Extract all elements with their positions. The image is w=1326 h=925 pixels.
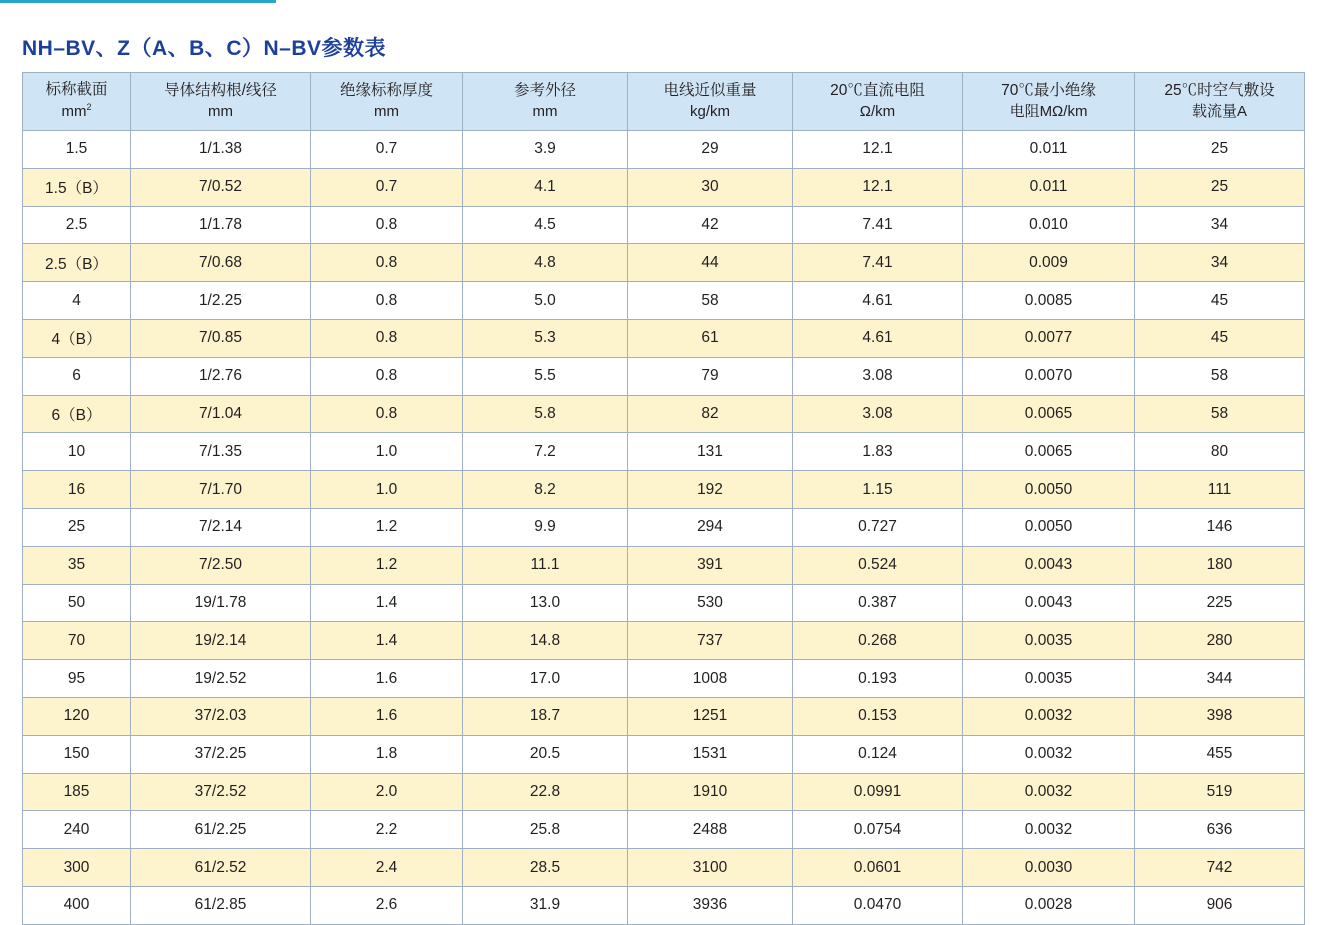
table-cell: 61 — [628, 319, 793, 357]
table-cell: 180 — [1135, 546, 1305, 584]
table-cell: 80 — [1135, 433, 1305, 471]
column-header-title: 绝缘标称厚度 — [339, 81, 433, 99]
table-cell: 45 — [1135, 282, 1305, 320]
table-cell: 61/2.52 — [131, 849, 311, 887]
table-cell: 4.61 — [793, 319, 963, 357]
table-cell: 0.0470 — [793, 886, 963, 924]
table-cell: 0.8 — [311, 357, 463, 395]
table-cell: 12.1 — [793, 131, 963, 169]
table-cell: 20.5 — [463, 735, 628, 773]
table-cell: 737 — [628, 622, 793, 660]
table-cell: 519 — [1135, 773, 1305, 811]
table-cell: 2488 — [628, 811, 793, 849]
table-cell: 4.8 — [463, 244, 628, 282]
column-header-5 — [793, 73, 963, 131]
table-row — [23, 131, 1305, 169]
top-accent-rule — [0, 0, 276, 3]
table-cell: 28.5 — [463, 849, 628, 887]
table-cell: 1.6 — [311, 697, 463, 735]
column-header-title: 25℃时空气敷设 — [1164, 81, 1275, 99]
table-cell: 0.7 — [311, 168, 463, 206]
table-row — [23, 357, 1305, 395]
table-cell: 25 — [1135, 131, 1305, 169]
parameter-table-container — [22, 72, 1304, 925]
table-cell: 1251 — [628, 697, 793, 735]
table-cell: 58 — [1135, 357, 1305, 395]
column-header-unit: $mm^2$ — [61, 102, 92, 121]
table-cell: 8.2 — [463, 471, 628, 509]
table-cell: 0.8 — [311, 395, 463, 433]
table-row — [23, 282, 1305, 320]
table-row — [23, 584, 1305, 622]
table-cell: 0.009 — [963, 244, 1135, 282]
table-cell: 58 — [1135, 395, 1305, 433]
column-header-2 — [311, 73, 463, 131]
table-cell: 22.8 — [463, 773, 628, 811]
column-header-unit: mm — [532, 102, 558, 120]
table-cell: 25 — [1135, 168, 1305, 206]
table-cell: 185 — [23, 773, 131, 811]
table-cell: 300 — [23, 849, 131, 887]
table-cell: 7/1.70 — [131, 471, 311, 509]
column-header-title: 70℃最小绝缘 — [1001, 81, 1096, 99]
table-cell: 31.9 — [463, 886, 628, 924]
table-cell: 1.0 — [311, 433, 463, 471]
table-cell: 742 — [1135, 849, 1305, 887]
table-cell: 0.193 — [793, 660, 963, 698]
table-cell: 0.0077 — [963, 319, 1135, 357]
column-header-unit: mm — [208, 102, 233, 120]
table-cell: 2.5 — [23, 206, 131, 244]
table-cell: 398 — [1135, 697, 1305, 735]
table-cell: 0.011 — [963, 168, 1135, 206]
table-row — [23, 395, 1305, 433]
table-cell: 2.0 — [311, 773, 463, 811]
table-cell: 131 — [628, 433, 793, 471]
table-cell: 0.524 — [793, 546, 963, 584]
unit-superscript: 2 — [86, 102, 92, 113]
column-header-6 — [963, 73, 1135, 131]
table-cell: 7.41 — [793, 244, 963, 282]
table-cell: 150 — [23, 735, 131, 773]
table-cell: 0.0043 — [963, 546, 1135, 584]
table-cell: 0.0050 — [963, 508, 1135, 546]
table-cell: 37/2.52 — [131, 773, 311, 811]
table-cell: 3936 — [628, 886, 793, 924]
table-cell: 2.6 — [311, 886, 463, 924]
table-cell: 0.0035 — [963, 622, 1135, 660]
table-cell: 391 — [628, 546, 793, 584]
table-row — [23, 508, 1305, 546]
column-header-title: 标称截面 — [45, 81, 108, 99]
table-cell: 16 — [23, 471, 131, 509]
table-cell: 0.0028 — [963, 886, 1135, 924]
column-header-3 — [463, 73, 628, 131]
table-cell: 29 — [628, 131, 793, 169]
table-cell: 1.2 — [311, 546, 463, 584]
table-cell: 7/2.14 — [131, 508, 311, 546]
table-cell: 1531 — [628, 735, 793, 773]
table-row — [23, 811, 1305, 849]
table-row — [23, 735, 1305, 773]
table-row — [23, 697, 1305, 735]
table-cell: 0.7 — [311, 131, 463, 169]
table-cell: 7/0.68 — [131, 244, 311, 282]
table-cell: 82 — [628, 395, 793, 433]
table-cell: 120 — [23, 697, 131, 735]
table-cell: 1.15 — [793, 471, 963, 509]
table-cell: 0.727 — [793, 508, 963, 546]
table-cell: 7.41 — [793, 206, 963, 244]
table-cell: 0.8 — [311, 282, 463, 320]
table-cell: 530 — [628, 584, 793, 622]
table-cell: 240 — [23, 811, 131, 849]
table-cell: 50 — [23, 584, 131, 622]
table-cell: 0.0601 — [793, 849, 963, 887]
table-cell: 17.0 — [463, 660, 628, 698]
table-cell: 0.0032 — [963, 773, 1135, 811]
column-header-unit: mm — [374, 102, 399, 120]
table-row — [23, 546, 1305, 584]
table-cell: 6（B） — [23, 395, 131, 433]
table-cell: 280 — [1135, 622, 1305, 660]
table-cell: 636 — [1135, 811, 1305, 849]
table-cell: 0.124 — [793, 735, 963, 773]
table-cell: 192 — [628, 471, 793, 509]
table-cell: 4（B） — [23, 319, 131, 357]
table-cell: 14.8 — [463, 622, 628, 660]
table-cell: 0.387 — [793, 584, 963, 622]
table-cell: 19/1.78 — [131, 584, 311, 622]
table-cell: 45 — [1135, 319, 1305, 357]
table-cell: 3.08 — [793, 395, 963, 433]
table-cell: 44 — [628, 244, 793, 282]
table-cell: 18.7 — [463, 697, 628, 735]
table-cell: 1.4 — [311, 622, 463, 660]
table-cell: 61/2.85 — [131, 886, 311, 924]
table-cell: 0.0035 — [963, 660, 1135, 698]
column-header-unit: 载流量A — [1191, 102, 1247, 120]
table-cell: 0.268 — [793, 622, 963, 660]
table-cell: 906 — [1135, 886, 1305, 924]
table-row — [23, 660, 1305, 698]
table-cell: 1.5 — [23, 131, 131, 169]
table-cell: 5.8 — [463, 395, 628, 433]
table-cell: 4.1 — [463, 168, 628, 206]
table-cell: 455 — [1135, 735, 1305, 773]
table-cell: 34 — [1135, 244, 1305, 282]
table-cell: 1.5（B） — [23, 168, 131, 206]
table-cell: 1/1.78 — [131, 206, 311, 244]
table-cell: 13.0 — [463, 584, 628, 622]
table-cell: 1008 — [628, 660, 793, 698]
table-cell: 0.0754 — [793, 811, 963, 849]
table-cell: 25.8 — [463, 811, 628, 849]
table-cell: 400 — [23, 886, 131, 924]
table-cell: 35 — [23, 546, 131, 584]
table-row — [23, 206, 1305, 244]
table-cell: 1910 — [628, 773, 793, 811]
table-cell: 1.0 — [311, 471, 463, 509]
table-row — [23, 433, 1305, 471]
table-row — [23, 622, 1305, 660]
table-cell: 5.3 — [463, 319, 628, 357]
table-cell: 6 — [23, 357, 131, 395]
page-title: NH–BV、Z（A、B、C）N–BV参数表 — [22, 37, 387, 61]
table-cell: 111 — [1135, 471, 1305, 509]
table-row — [23, 244, 1305, 282]
column-header-title: 20℃直流电阻 — [830, 81, 925, 99]
table-cell: 19/2.14 — [131, 622, 311, 660]
table-cell: 225 — [1135, 584, 1305, 622]
table-cell: 1.2 — [311, 508, 463, 546]
table-cell: 4.5 — [463, 206, 628, 244]
parameter-table — [22, 72, 1305, 925]
table-cell: 0.0991 — [793, 773, 963, 811]
table-cell: 5.0 — [463, 282, 628, 320]
table-cell: 0.011 — [963, 131, 1135, 169]
table-cell: 9.9 — [463, 508, 628, 546]
table-cell: 0.0030 — [963, 849, 1135, 887]
table-cell: 0.8 — [311, 244, 463, 282]
table-cell: 0.0065 — [963, 433, 1135, 471]
table-cell: 30 — [628, 168, 793, 206]
table-cell: 5.5 — [463, 357, 628, 395]
table-cell: 2.2 — [311, 811, 463, 849]
table-cell: 42 — [628, 206, 793, 244]
table-cell: 1/2.25 — [131, 282, 311, 320]
table-row — [23, 849, 1305, 887]
table-cell: 79 — [628, 357, 793, 395]
column-header-4 — [628, 73, 793, 131]
table-cell: 7/2.50 — [131, 546, 311, 584]
table-cell: 7/1.04 — [131, 395, 311, 433]
table-row — [23, 773, 1305, 811]
table-cell: 34 — [1135, 206, 1305, 244]
table-cell: 37/2.25 — [131, 735, 311, 773]
table-cell: 0.0085 — [963, 282, 1135, 320]
table-cell: 4.61 — [793, 282, 963, 320]
table-cell: 0.0070 — [963, 357, 1135, 395]
table-row — [23, 168, 1305, 206]
column-header-0 — [23, 73, 131, 131]
table-cell: 61/2.25 — [131, 811, 311, 849]
table-row — [23, 886, 1305, 924]
column-header-title: 导体结构根/线径 — [164, 81, 277, 99]
table-cell: 7.2 — [463, 433, 628, 471]
column-header-title: 参考外径 — [513, 81, 576, 99]
column-header-title: 电线近似重量 — [663, 81, 757, 99]
table-cell: 294 — [628, 508, 793, 546]
table-cell: 0.0032 — [963, 735, 1135, 773]
table-cell: 0.0043 — [963, 584, 1135, 622]
table-cell: 58 — [628, 282, 793, 320]
table-body — [23, 131, 1305, 925]
column-header-unit: Ω/km — [859, 102, 896, 120]
column-header-1 — [131, 73, 311, 131]
table-cell: 4 — [23, 282, 131, 320]
table-cell: 37/2.03 — [131, 697, 311, 735]
column-header-7 — [1135, 73, 1305, 131]
column-header-unit: 电阻MΩ/km — [1009, 102, 1088, 120]
column-header-unit: kg/km — [689, 102, 730, 120]
table-cell: 2.5（B） — [23, 244, 131, 282]
table-cell: 3100 — [628, 849, 793, 887]
table-cell: 70 — [23, 622, 131, 660]
table-cell: 146 — [1135, 508, 1305, 546]
table-cell: 0.0050 — [963, 471, 1135, 509]
table-cell: 0.0032 — [963, 811, 1135, 849]
table-cell: 2.4 — [311, 849, 463, 887]
table-cell: 11.1 — [463, 546, 628, 584]
table-cell: 0.0032 — [963, 697, 1135, 735]
table-cell: 10 — [23, 433, 131, 471]
table-cell: 0.010 — [963, 206, 1135, 244]
table-cell: 95 — [23, 660, 131, 698]
table-cell: 0.0065 — [963, 395, 1135, 433]
table-cell: 1/2.76 — [131, 357, 311, 395]
table-row — [23, 319, 1305, 357]
table-cell: 7/0.52 — [131, 168, 311, 206]
table-cell: 7/0.85 — [131, 319, 311, 357]
table-header — [23, 73, 1305, 131]
table-cell: 3.08 — [793, 357, 963, 395]
table-cell: 3.9 — [463, 131, 628, 169]
table-cell: 0.8 — [311, 319, 463, 357]
table-cell: 25 — [23, 508, 131, 546]
table-row — [23, 471, 1305, 509]
table-cell: 19/2.52 — [131, 660, 311, 698]
table-cell: 1.6 — [311, 660, 463, 698]
table-cell: 1.83 — [793, 433, 963, 471]
table-cell: 1/1.38 — [131, 131, 311, 169]
table-cell: 344 — [1135, 660, 1305, 698]
table-cell: 1.8 — [311, 735, 463, 773]
table-cell: 0.153 — [793, 697, 963, 735]
table-cell: 12.1 — [793, 168, 963, 206]
table-cell: 7/1.35 — [131, 433, 311, 471]
table-header-row — [23, 73, 1305, 131]
table-cell: 1.4 — [311, 584, 463, 622]
table-cell: 0.8 — [311, 206, 463, 244]
